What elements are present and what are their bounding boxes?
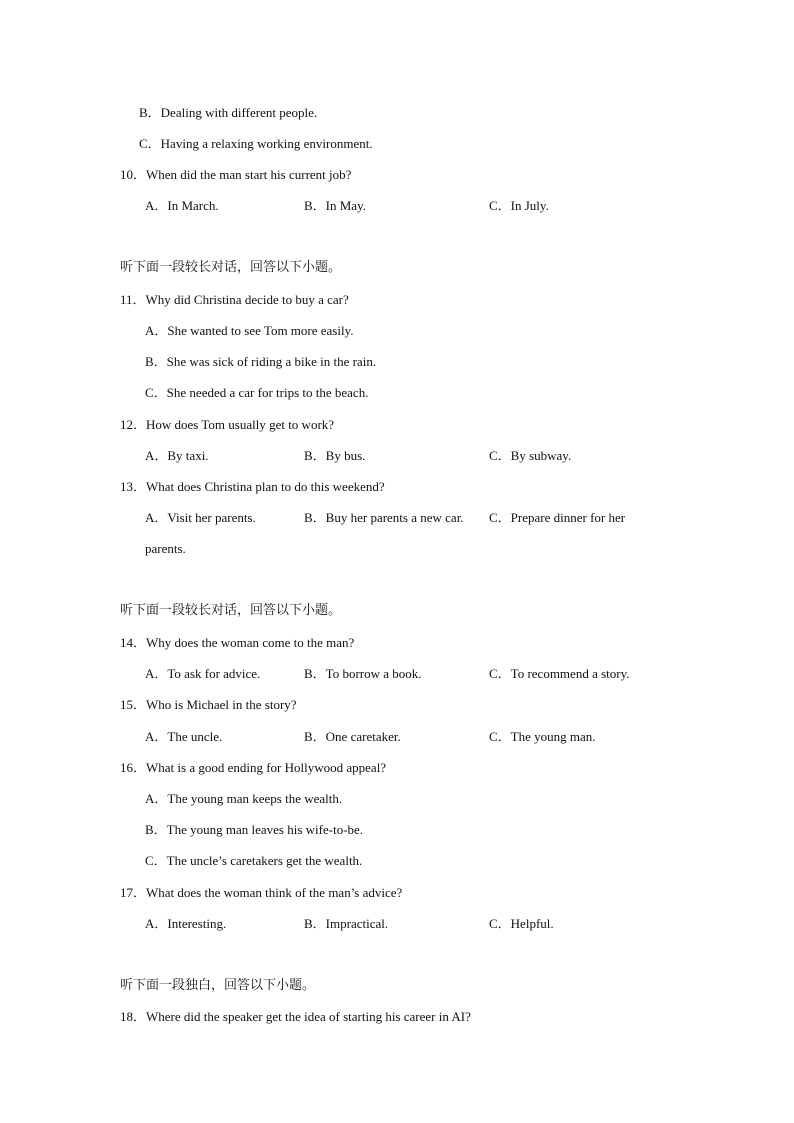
q15-option-b: B．One caretaker. (304, 729, 401, 744)
q11-option-c: C．She needed a car for trips to the beach. (145, 385, 369, 400)
q15-option-a: A．The uncle. (145, 729, 223, 744)
q14-stem: 14．Why does the woman come to the man? (120, 635, 355, 650)
q13-option-b: B．Buy her parents a new car. (304, 510, 464, 525)
q14-option-a: A．To ask for advice. (145, 666, 261, 681)
q17-stem: 17．What does the woman think of the man’s advice? (120, 885, 403, 900)
q10-option-c: C．In July. (489, 198, 549, 213)
q10-option-a: A．In March. (145, 198, 219, 213)
q9-option-b: B．Dealing with different people. (139, 105, 318, 120)
q13-stem: 13．What does Christina plan to do this weekend? (120, 479, 385, 494)
q13-option-c-continued: parents. (145, 541, 186, 556)
section-heading-1: 听下面一段较长对话，回答以下小题。 (120, 260, 342, 275)
section-heading-2: 听下面一段较长对话，回答以下小题。 (120, 603, 342, 618)
q11-option-a: A．She wanted to see Tom more easily. (145, 323, 354, 338)
q12-stem: 12．How does Tom usually get to work? (120, 417, 335, 432)
q13-option-a: A．Visit her parents. (145, 510, 256, 525)
q12-option-c: C．By subway. (489, 448, 572, 463)
q14-option-c: C．To recommend a story. (489, 666, 630, 681)
section-heading-3: 听下面一段独白，回答以下小题。 (120, 978, 316, 993)
q9-option-c: C．Having a relaxing working environment. (139, 136, 373, 151)
q12-option-a: A．By taxi. (145, 448, 209, 463)
q16-option-c: C．The uncle’s caretakers get the wealth. (145, 853, 363, 868)
q12-option-b: B．By bus. (304, 448, 366, 463)
q17-option-a: A．Interesting. (145, 916, 227, 931)
q16-stem: 16．What is a good ending for Hollywood appeal? (120, 760, 387, 775)
q16-option-b: B．The young man leaves his wife-to-be. (145, 822, 364, 837)
q15-option-c: C．The young man. (489, 729, 596, 744)
q18-stem: 18．Where did the speaker get the idea of starting his career in AI? (120, 1009, 471, 1024)
q13-option-c: C．Prepare dinner for her (489, 510, 626, 525)
q10-option-b: B．In May. (304, 198, 366, 213)
q17-option-b: B．Impractical. (304, 916, 389, 931)
q16-option-a: A．The young man keeps the wealth. (145, 791, 343, 806)
q10-stem: 10．When did the man start his current job? (120, 167, 352, 182)
q11-option-b: B．She was sick of riding a bike in the rain. (145, 354, 377, 369)
q15-stem: 15．Who is Michael in the story? (120, 697, 297, 712)
q17-option-c: C．Helpful. (489, 916, 554, 931)
q14-option-b: B．To borrow a book. (304, 666, 422, 681)
q11-stem: 11．Why did Christina decide to buy a car? (120, 292, 349, 307)
